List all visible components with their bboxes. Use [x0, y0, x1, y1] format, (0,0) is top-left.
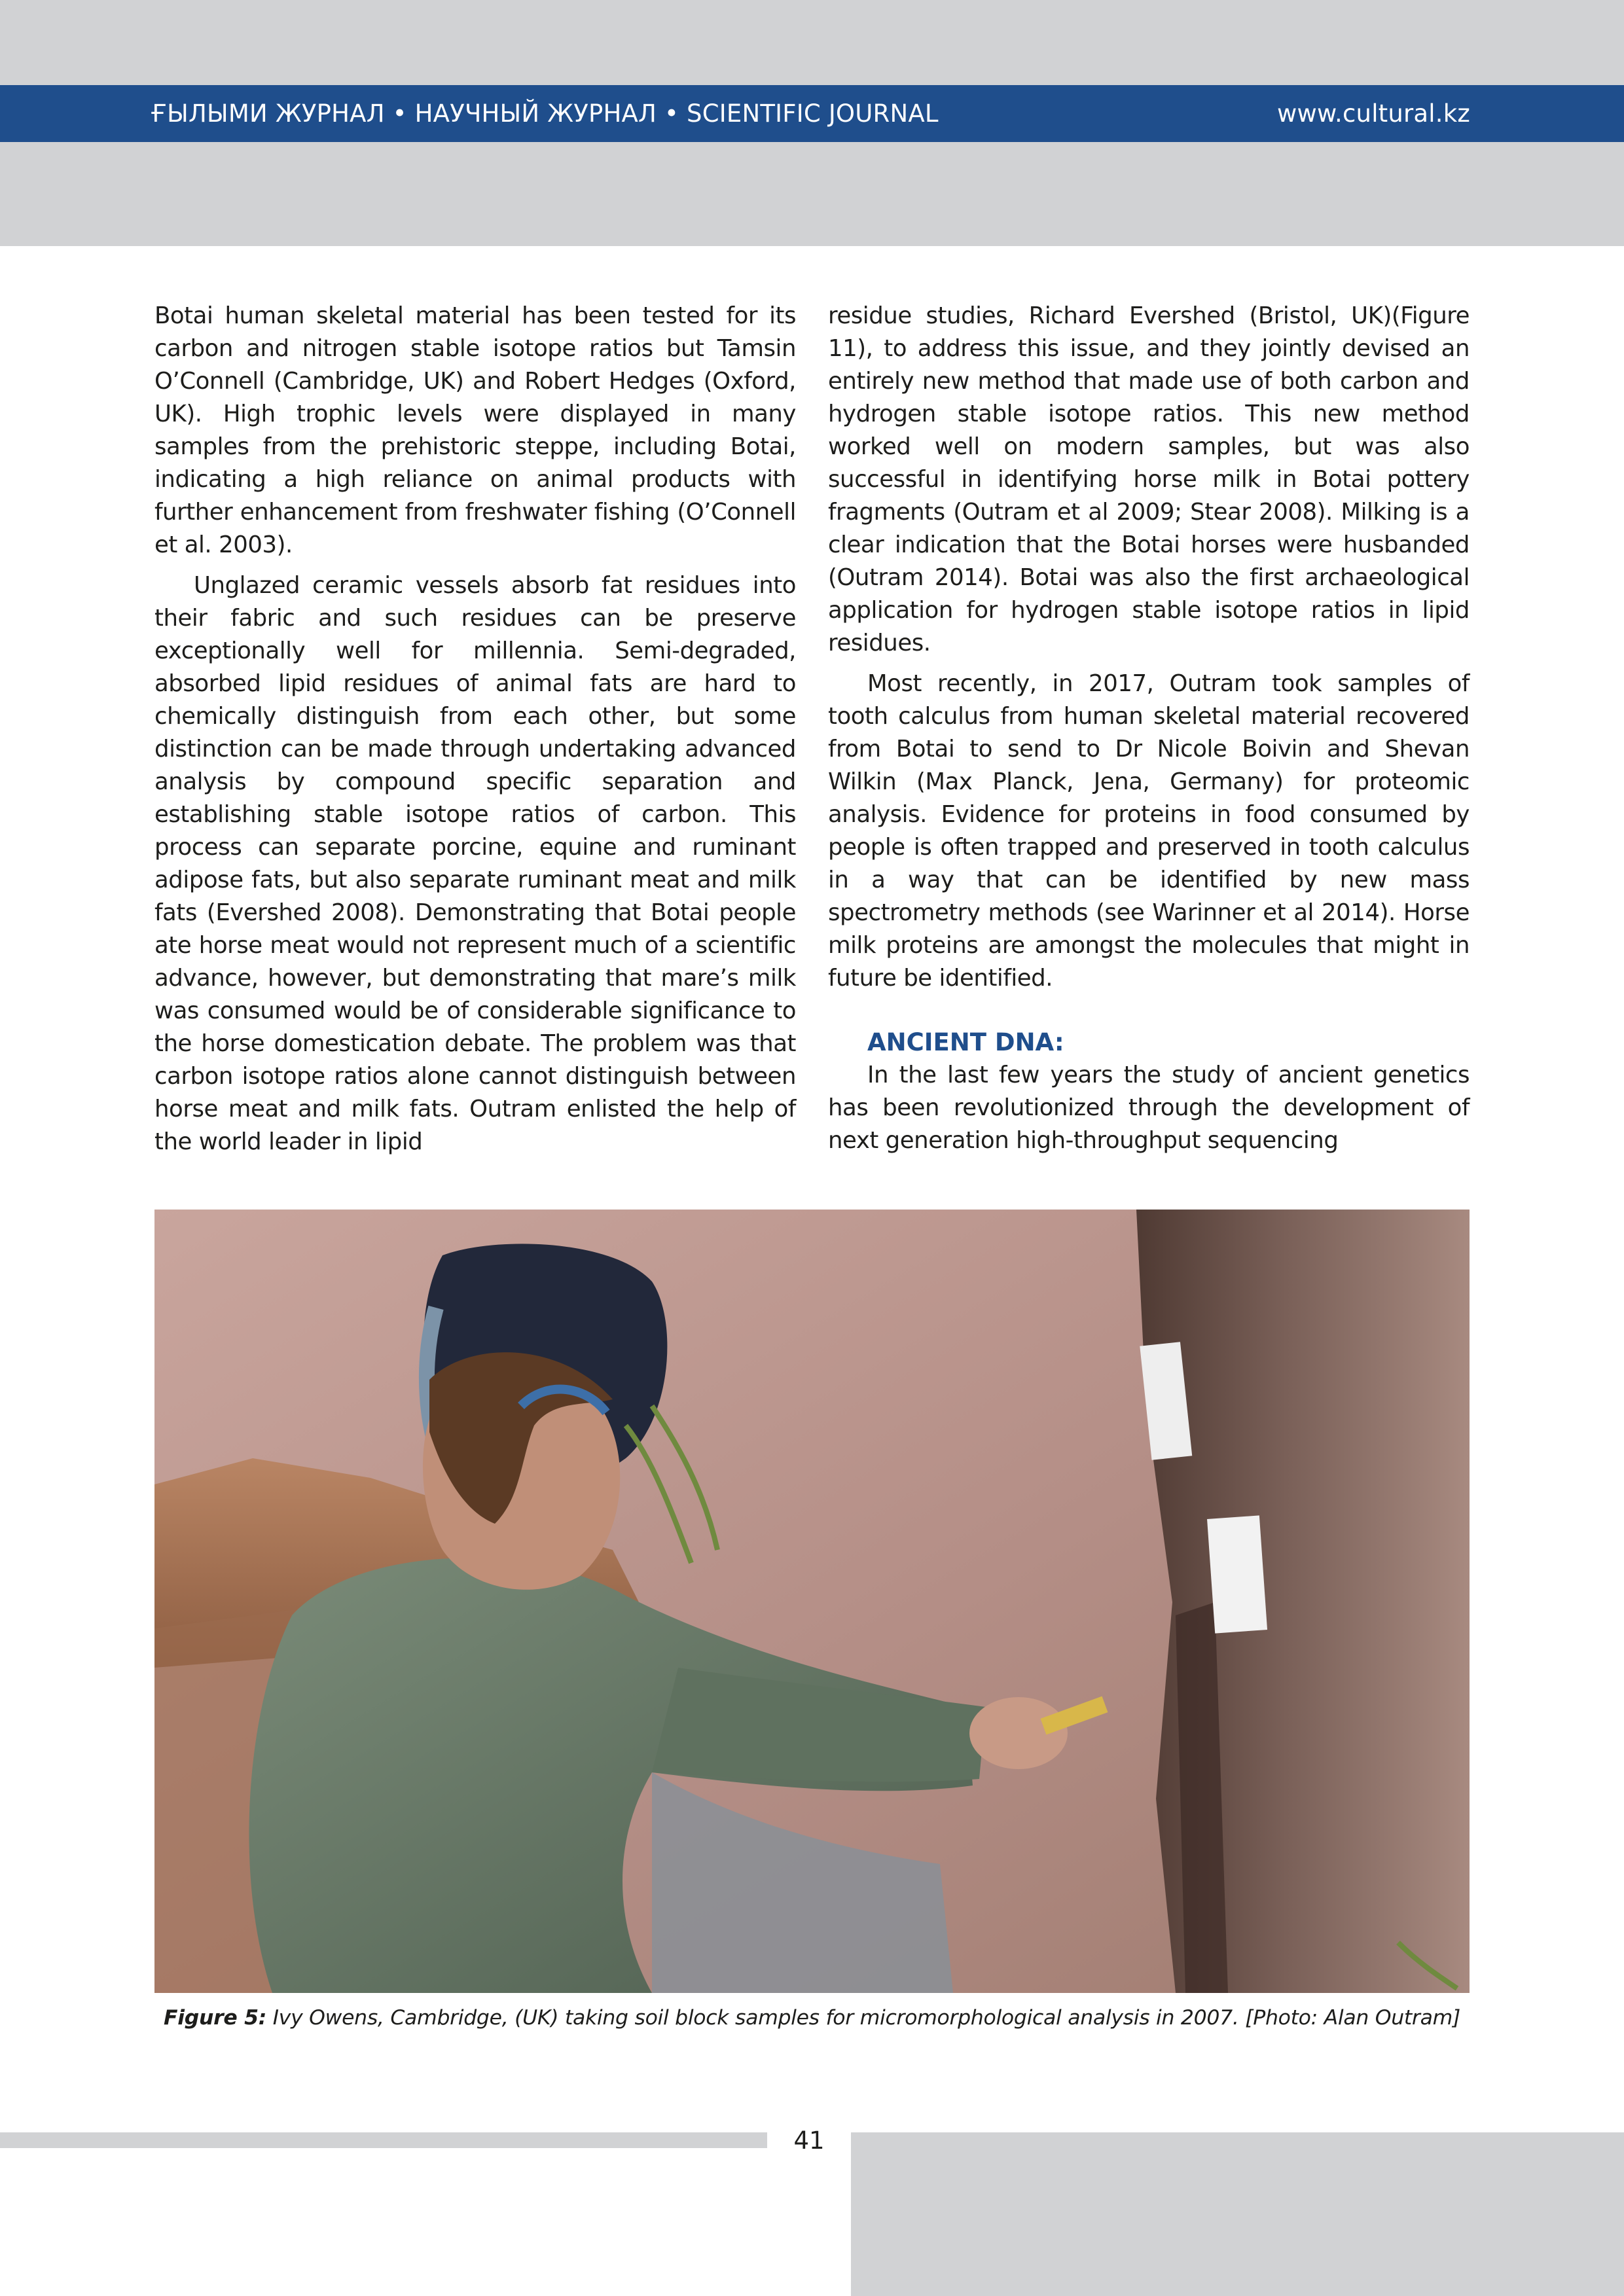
- paragraph: In the last few years the study of ancient genetics has been revolutionized through the development of next generation high-throughput sequencing: [828, 1062, 1470, 1154]
- right-text-column: [828, 300, 1470, 1165]
- section-heading: ANCIENT DNA:: [867, 1028, 1064, 1056]
- journal-header: [0, 85, 1624, 142]
- sample-tin-lower: [1207, 1515, 1267, 1633]
- footer-block: [851, 2132, 1624, 2296]
- figure-caption: [154, 2006, 1470, 2030]
- journal-names: ҒЫЛЫМИ ЖУРНАЛ • НАУЧНЫЙ ЖУРНАЛ • SCIENTIFIC JOURNAL: [151, 99, 939, 128]
- footer-bar: [0, 2132, 767, 2148]
- left-text-column: [154, 300, 796, 1166]
- figure-caption-text: Ivy Owens, Cambridge, (UK) taking soil block samples for micromorphological analysis in 2007. [Photo: Alan Outram]: [272, 2006, 1460, 2030]
- paragraph: residue studies, Richard Evershed (Bristol, UK)(Figure 11), to address this issue, and they jointly devised an entirely new method that made use of both carbon and hydrogen stable isotope ratios. This new method worked well on modern samples, but was also successful in identifying horse milk in Botai pottery fragments (Outram et al 2009; Stear 2008). Milking is a clear indication that the Botai horses were husbanded (Outram 2014). Botai was also the first archaeological application for hydrogen stable isotope ratios in lipid residues.: [828, 302, 1470, 656]
- paragraph: Unglazed ceramic vessels absorb fat residues into their fabric and such residues can be preserve exceptionally well for millennia. Semi-degraded, absorbed lipid residues of animal fats are hard to chemically distinguish from each other, but some distinction can be made through undertaking advanced analysis by compound specific separation and establishing stable isotope ratios of carbon. This process can separate porcine, equine and ruminant adipose fats, but also separate ruminant meat and milk fats (Evershed 2008). Demonstrating that Botai people ate horse meat would not represent much of a scientific advance, however, but demonstrating that mare’s milk was consumed would be of considerable significance to the horse domestication debate. The problem was that carbon isotope ratios alone cannot distinguish between horse meat and milk fats. Outram enlisted the help of the world leader in lipid: [154, 572, 796, 1155]
- page-number: 41: [793, 2126, 825, 2155]
- website-url: www.cultural.kz: [1277, 99, 1470, 128]
- figure-photo: [154, 1210, 1470, 1993]
- hand: [969, 1697, 1068, 1769]
- paragraph: Botai human skeletal material has been tested for its carbon and nitrogen stable isotope ratios but Tamsin O’Connell (Cambridge, UK) and Robert Hedges (Oxford, UK). High trophic levels were displayed in many samples from the prehistoric steppe, including Botai, indicating a high reliance on animal products with further enhancement from freshwater fishing (O’Connell et al. 2003).: [154, 302, 796, 558]
- figure-label: Figure 5:: [164, 2006, 267, 2030]
- paragraph: Most recently, in 2017, Outram took samples of tooth calculus from human skeletal material recovered from Botai to send to Dr Nicole Boivin and Shevan Wilkin (Max Planck, Jena, Germany) for proteomic analysis. Evidence for proteins in food consumed by people is often trapped and preserved in tooth calculus in a way that can be identified by new mass spectrometry methods (see Warinner et al 2014). Horse milk proteins are amongst the molecules that might in future be identified.: [828, 670, 1470, 992]
